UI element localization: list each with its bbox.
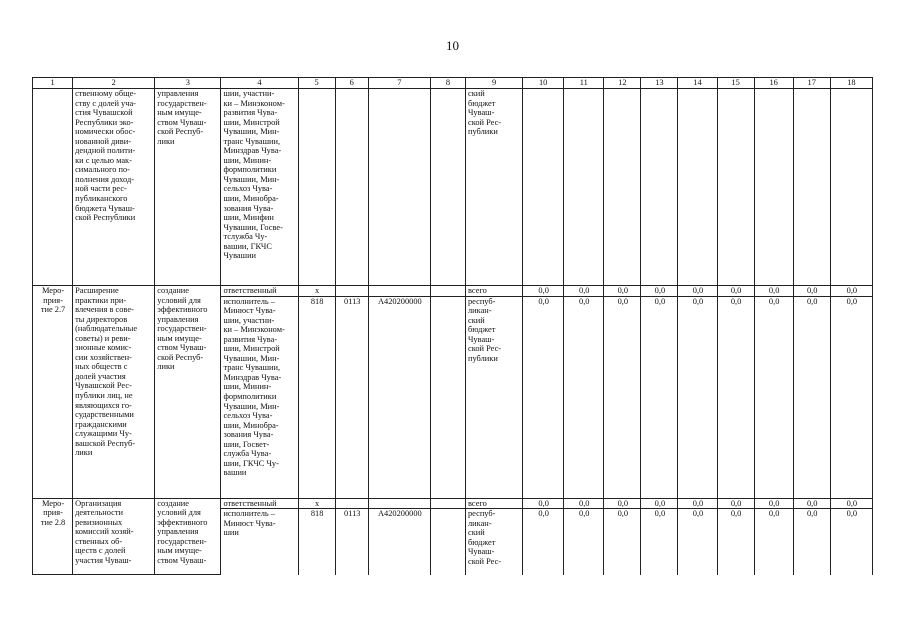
value-cell: 0,0 [830, 296, 872, 498]
section-cell: 0113 [335, 509, 368, 575]
value-cell: 0,0 [604, 296, 641, 498]
value-cell: 0,0 [678, 286, 717, 297]
table-cell [830, 89, 872, 286]
expense-group-cell [430, 498, 465, 509]
section-cell [335, 498, 368, 509]
continuation-row [33, 89, 873, 286]
column-header: 15 [717, 78, 754, 89]
value-cell: 0,0 [678, 296, 717, 498]
column-header: 4 [221, 78, 298, 89]
executor-cell: исполнитель – Минюст Чува- шии, участни- ки – Минэконом- развития Чува- шии, Минстрой Чувашии, Мин- транс Чувашии, Минздрав Чува- шии, Минин- формполитики Чувашии, Мин- сельхоз Чува- шии, Минобра- зования Чува- шии, Госвет- служба Чува- шии, ГКЧС Чу- вашии [221, 296, 298, 498]
table-cell [641, 89, 678, 286]
executor-head-cell: ответственный [221, 498, 298, 509]
column-header: 7 [368, 78, 430, 89]
value-cell: 0,0 [523, 296, 564, 498]
column-header: 11 [564, 78, 604, 89]
column-header: 14 [678, 78, 717, 89]
event-name-cell: Расширение практики при- влечения в сове- ты директоров (наблюдательные советы) и реви- зионные комис- сии хозяйствен- ных обществ с долей участия Чувашской Рес- публики лиц, не являющихся го- сударственными гражданскими служащими Чу- вашской Респуб- лики [73, 286, 155, 499]
value-cell: 0,0 [793, 498, 830, 509]
column-header: 16 [754, 78, 793, 89]
target-article-cell [368, 498, 430, 509]
target-article-cell [368, 286, 430, 297]
grbs-cell: 818 [298, 296, 335, 498]
value-cell: 0,0 [830, 286, 872, 297]
value-cell: 0,0 [564, 286, 604, 297]
value-cell: 0,0 [678, 509, 717, 575]
value-cell: 0,0 [604, 509, 641, 575]
value-cell: 0,0 [641, 296, 678, 498]
value-cell: 0,0 [564, 296, 604, 498]
column-header: 10 [523, 78, 564, 89]
table-cell [754, 89, 793, 286]
column-header: 9 [465, 78, 522, 89]
executor-cell: шии, участни- ки – Минэконом- развития Чува- шии, Минстрой Чувашии, Мин- транс Чувашии, Минздрав Чува- шии, Минин- формполитики Чувашии, Мин- сельхоз Чува- шии, Минобра- зования Чува- шии, Минфин Чувашии, Госве- тслужба Чу- вашии, ГКЧС Чувашии [221, 89, 298, 286]
value-cell: 0,0 [717, 509, 754, 575]
value-cell: 0,0 [641, 498, 678, 509]
value-cell: 0,0 [717, 286, 754, 297]
grbs-cell: х [298, 286, 335, 297]
table-cell [604, 89, 641, 286]
value-cell: 0,0 [523, 509, 564, 575]
page-number: 10 [446, 38, 459, 53]
expense-group-cell [430, 296, 465, 498]
executor-cell: исполнитель – Минюст Чува- шии [221, 509, 298, 575]
value-cell: 0,0 [830, 498, 872, 509]
funding-source-cell: всего [465, 286, 522, 297]
funding-source-cell: ский бюджет Чуваш- ской Рес- публики [465, 89, 522, 286]
funding-source-cell: респуб- ликан- ский бюджет Чуваш- ской Рес- [465, 509, 522, 575]
column-header: 18 [830, 78, 872, 89]
table-cell [335, 89, 368, 286]
value-cell: 0,0 [830, 509, 872, 575]
table-cell [298, 89, 335, 286]
value-cell: 0,0 [793, 509, 830, 575]
column-header: 12 [604, 78, 641, 89]
goal-cell: создание условий для эффективного управления государствен- ным имуще- ством Чуваш- [155, 498, 221, 575]
event-total-row [33, 498, 873, 509]
value-cell: 0,0 [793, 286, 830, 297]
program-events-table [32, 77, 873, 575]
column-number-row [33, 78, 873, 89]
table-cell [368, 89, 430, 286]
executor-head-cell: ответственный [221, 286, 298, 297]
goal-cell: управления государствен- ным имуще- ством Чуваш- ской Респуб- лики [155, 89, 221, 286]
value-cell: 0,0 [641, 286, 678, 297]
value-cell: 0,0 [604, 498, 641, 509]
target-article-cell: А420200000 [368, 296, 430, 498]
grbs-cell: 818 [298, 509, 335, 575]
table-cell [793, 89, 830, 286]
column-header: 8 [430, 78, 465, 89]
value-cell: 0,0 [523, 286, 564, 297]
event-name-cell: Организация деятельности ревизионных комиссий хозяй- ственных об- ществ с долей участия Чуваш- [73, 498, 155, 575]
value-cell: 0,0 [564, 498, 604, 509]
funding-source-cell: всего [465, 498, 522, 509]
value-cell: 0,0 [717, 296, 754, 498]
column-header: 13 [641, 78, 678, 89]
column-header: 17 [793, 78, 830, 89]
value-cell: 0,0 [523, 498, 564, 509]
table-cell [430, 89, 465, 286]
funding-source-cell: респуб- ликан- ский бюджет Чуваш- ской Рес- публики [465, 296, 522, 498]
column-header: 3 [155, 78, 221, 89]
event-label: Меро- прия- тие 2.7 [33, 286, 73, 499]
event-name-cell: ственному обще- ству с долей уча- стия Чувашской Республики эко- номически обос- нованной диви- дендной полити- ки с целью мак- симального по- полнения доход- ной части рес- публиканского бюджета Чуваш- ской Республики [73, 89, 155, 286]
column-header: 2 [73, 78, 155, 89]
table-cell [564, 89, 604, 286]
table-cell [523, 89, 564, 286]
value-cell: 0,0 [754, 296, 793, 498]
goal-cell: создание условий для эффективного управления государствен- ным имуще- ством Чуваш- ской Респуб- лики [155, 286, 221, 499]
expense-group-cell [430, 509, 465, 575]
column-header: 1 [33, 78, 73, 89]
grbs-cell: х [298, 498, 335, 509]
value-cell: 0,0 [604, 286, 641, 297]
value-cell: 0,0 [564, 509, 604, 575]
value-cell: 0,0 [754, 286, 793, 297]
table-cell [33, 89, 73, 286]
table-cell [717, 89, 754, 286]
column-header: 5 [298, 78, 335, 89]
column-header: 6 [335, 78, 368, 89]
table-cell [678, 89, 717, 286]
value-cell: 0,0 [793, 296, 830, 498]
value-cell: 0,0 [678, 498, 717, 509]
section-cell: 0113 [335, 296, 368, 498]
section-cell [335, 286, 368, 297]
event-total-row [33, 286, 873, 297]
expense-group-cell [430, 286, 465, 297]
value-cell: 0,0 [641, 509, 678, 575]
value-cell: 0,0 [754, 498, 793, 509]
event-label: Меро- прия- тие 2.8 [33, 498, 73, 575]
value-cell: 0,0 [754, 509, 793, 575]
target-article-cell: А420200000 [368, 509, 430, 575]
value-cell: 0,0 [717, 498, 754, 509]
